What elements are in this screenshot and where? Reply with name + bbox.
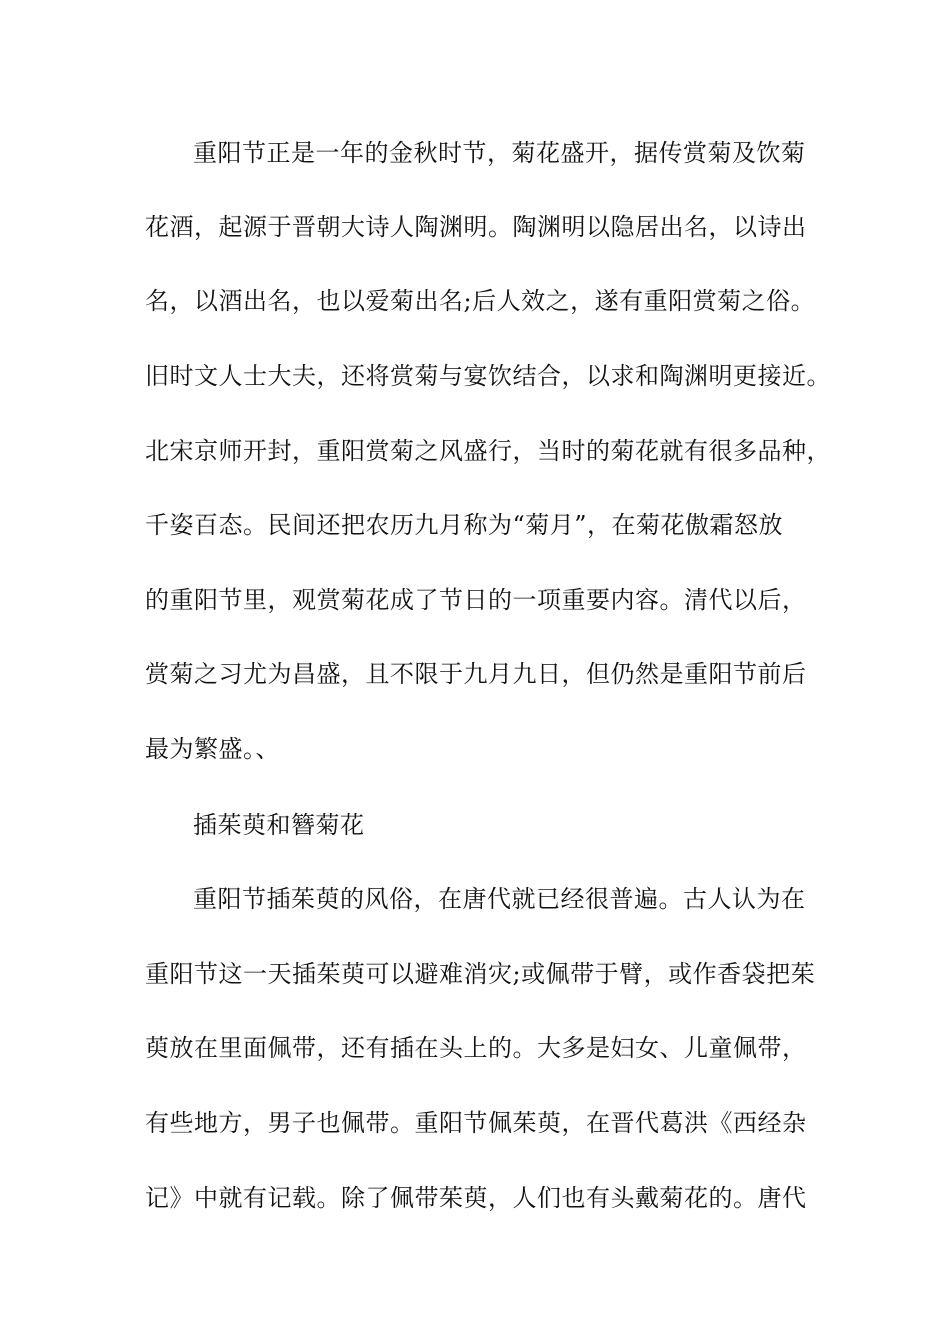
section-heading: 插茱萸和簪菊花 [193, 811, 365, 839]
paragraph-1-line-4: 旧时文人士大夫，还将赏菊与宴饮结合，以求和陶渊明更接近。 [145, 362, 831, 390]
paragraph-1-line-5: 北宋京师开封，重阳赏菊之风盛行，当时的菊花就有很多品种， [145, 437, 831, 465]
paragraph-1-line-8: 赏菊之习尤为昌盛，且不限于九月九日，但仍然是重阳节前后 [145, 660, 807, 688]
paragraph-1-line-3: 名，以酒出名，也以爱菊出名;后人效之，遂有重阳赏菊之俗。 [145, 287, 816, 315]
paragraph-1-line-6: 千姿百态。民间还把农历九月称为“菊月”，在菊花傲霜怒放 [145, 511, 784, 539]
paragraph-2-line-3: 萸放在里面佩带，还有插在头上的。大多是妇女、儿童佩带， [145, 1034, 807, 1062]
paragraph-2-line-1: 重阳节插茱萸的风俗，在唐代就已经很普遍。古人认为在 [193, 885, 806, 913]
paragraph-1-line-7: 的重阳节里，观赏菊花成了节日的一项重要内容。清代以后， [145, 586, 807, 614]
paragraph-1-line-9: 最为繁盛。、 [145, 735, 280, 763]
paragraph-2-line-2: 重阳节这一天插茱萸可以避难消灾;或佩带于臂，或作香袋把茱 [145, 960, 816, 988]
paragraph-1-line-2: 花酒，起源于晋朝大诗人陶渊明。陶渊明以隐居出名，以诗出 [145, 213, 807, 241]
paragraph-2-line-4: 有些地方，男子也佩带。重阳节佩茱萸，在晋代葛洪《西经杂 [145, 1109, 807, 1137]
paragraph-2-line-5: 记》中就有记载。除了佩带茱萸，人们也有头戴菊花的。唐代 [145, 1184, 807, 1212]
paragraph-1-line-1: 重阳节正是一年的金秋时节，菊花盛开，据传赏菊及饮菊 [193, 139, 806, 167]
